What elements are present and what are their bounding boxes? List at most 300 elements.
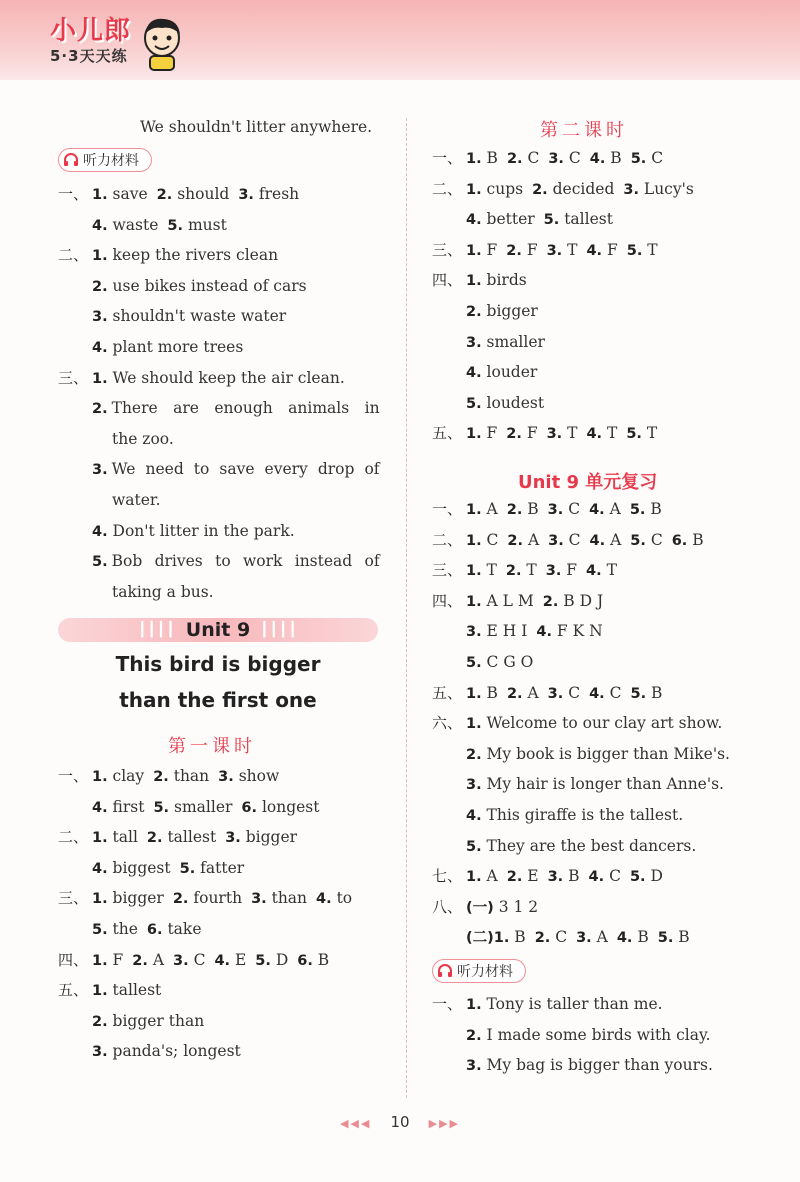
item-number: 2. <box>92 1013 108 1030</box>
item-answer: T <box>642 240 658 259</box>
item-answer: C <box>550 928 568 947</box>
item-answer: My bag is bigger than yours. <box>481 1056 713 1075</box>
item-answer: A <box>604 500 621 518</box>
item-number: 5. <box>255 952 271 969</box>
next-arrows-icon: ▶▶▶ <box>428 1117 461 1130</box>
item-answer: waste <box>107 215 159 234</box>
item-answer: C <box>522 149 540 167</box>
item-number: (一) <box>466 899 494 916</box>
question-index: 二、 <box>432 179 463 198</box>
item-answer: A <box>147 950 165 969</box>
answer-line <box>432 591 603 612</box>
item-number: 4. <box>466 808 482 824</box>
brand-logo <box>50 10 131 66</box>
item-number: 3. <box>576 930 592 947</box>
question-index: 六、 <box>432 714 463 733</box>
item-number: 2. <box>92 278 108 295</box>
item-answer: T <box>481 561 497 580</box>
word: enough <box>214 399 273 418</box>
item-number: 3. <box>225 830 241 847</box>
item-answer: 3 1 2 <box>493 897 539 916</box>
item-answer: A <box>481 500 498 518</box>
item-answer: should <box>172 185 230 203</box>
answer-line <box>58 950 329 971</box>
item-number: 5. <box>543 212 560 229</box>
item-number: 3. <box>92 1044 108 1061</box>
answer-line <box>58 797 320 818</box>
item-number: 2. <box>506 502 523 518</box>
answer-line <box>432 836 696 857</box>
item-number: 4. <box>616 930 633 947</box>
item-answer: C <box>481 530 499 549</box>
item-answer: use bikes instead of cars <box>107 276 307 295</box>
unit-heading-line1: This bird is bigger <box>115 652 321 676</box>
lesson-title: 第二课时 <box>540 120 628 141</box>
answer-line <box>58 1041 241 1062</box>
item-answer: My book is bigger than Mike's. <box>481 744 730 763</box>
answer-line <box>58 888 352 909</box>
item-number: 4. <box>588 869 605 886</box>
item-number: 5. <box>466 395 482 412</box>
item-answer: to <box>331 889 353 908</box>
item-number: 3. <box>466 624 482 641</box>
item-number: 1. <box>466 273 482 290</box>
item-number: 2. <box>506 151 523 167</box>
item-answer: B <box>481 149 498 167</box>
brand-name: 小儿郎 <box>50 16 132 46</box>
item-answer: B <box>522 500 539 518</box>
item-answer: C <box>563 683 581 702</box>
item-answer: tallest <box>559 210 613 229</box>
item-answer: smaller <box>481 332 545 351</box>
word: of <box>364 552 380 571</box>
item-number: 4. <box>589 532 606 549</box>
item-number: (二)1. <box>466 930 510 947</box>
item-answer: first <box>107 797 145 816</box>
item-number: 4. <box>466 365 482 382</box>
question-index: 八、 <box>432 897 463 916</box>
item-number: 2. <box>542 593 559 610</box>
answer-line <box>432 148 663 169</box>
item-answer: C <box>563 500 581 518</box>
item-number: 3. <box>218 769 234 785</box>
item-number: 2. <box>532 181 548 198</box>
answer-line <box>432 744 730 765</box>
badge-label: 听力材料 <box>457 964 513 980</box>
item-answer: longest <box>257 797 320 816</box>
item-number: 4. <box>586 242 603 259</box>
item-answer: A <box>591 928 608 947</box>
item-answer: bigger than <box>107 1011 205 1030</box>
item-number: 4. <box>589 151 606 167</box>
answer-continuation: taking a bus. <box>112 582 214 601</box>
brand-subtitle: 5·3天天练 <box>50 47 128 65</box>
item-answer: T <box>562 240 578 259</box>
item-number: 4. <box>586 426 603 443</box>
item-number: 1. <box>466 242 482 259</box>
answer-line <box>432 621 603 642</box>
item-answer: E <box>230 950 247 969</box>
item-answer: cups <box>481 179 524 198</box>
item-number: 1. <box>466 532 482 549</box>
item-number: 2. <box>156 187 173 203</box>
justified-text <box>112 551 380 571</box>
answer-line <box>432 530 704 551</box>
question-index: 三、 <box>58 889 89 908</box>
item-number: 1. <box>466 181 482 198</box>
item-number: 4. <box>316 891 332 908</box>
item-number: 2. <box>466 304 482 320</box>
item-number: 3. <box>547 685 564 702</box>
unit-label: Unit 9 <box>185 619 251 641</box>
answer-line <box>432 301 538 322</box>
item-number: 3. <box>548 532 564 549</box>
question-index: 三、 <box>432 240 463 259</box>
item-number: 1. <box>92 830 108 847</box>
item-answer: B <box>509 928 526 947</box>
boy-mascot-icon <box>138 14 186 72</box>
item-answer: Don't litter in the park. <box>107 521 295 540</box>
question-index: 五、 <box>432 424 463 443</box>
item-answer: My hair is longer than Anne's. <box>481 775 724 794</box>
word: There <box>111 399 158 418</box>
item-answer: F <box>107 950 124 969</box>
answer-line <box>432 1055 713 1076</box>
item-answer: tallest <box>162 828 217 847</box>
item-number: 5. <box>629 869 646 886</box>
item-number: 4. <box>92 340 108 356</box>
question-index: 四、 <box>432 591 463 610</box>
word: to <box>193 460 210 479</box>
item-number: 2. <box>507 532 524 549</box>
answer-line <box>58 1011 204 1032</box>
item-answer: E H I <box>481 622 528 641</box>
item-answer: C <box>645 530 663 549</box>
answer-line <box>432 423 657 444</box>
question-index: 四、 <box>58 950 89 969</box>
item-answer: D <box>270 950 289 969</box>
item-number: 1. <box>466 716 482 733</box>
item-answer: B <box>481 683 498 702</box>
item-number: 1. <box>466 685 482 702</box>
answer-line <box>432 332 545 353</box>
listening-material-badge <box>58 148 152 172</box>
question-index: 一、 <box>432 995 463 1013</box>
sentence-line: We shouldn't litter anywhere. <box>140 118 373 136</box>
item-answer: loudest <box>481 393 545 412</box>
item-number: 4. <box>214 952 231 969</box>
item-answer: tall <box>107 828 138 847</box>
item-number: 1. <box>466 426 482 443</box>
item-number: 4. <box>466 212 482 229</box>
item-number: 1. <box>92 983 108 1000</box>
answer-line <box>432 994 663 1015</box>
item-number: 1. <box>92 248 108 265</box>
item-number: 2. <box>506 242 522 259</box>
answer-line <box>58 276 307 297</box>
question-index: 一、 <box>58 185 89 203</box>
item-answer: B <box>632 928 649 947</box>
question-index: 二、 <box>58 246 89 265</box>
answer-line <box>58 858 244 879</box>
item-number: 2. <box>466 1027 482 1044</box>
unit-banner <box>58 618 378 642</box>
item-number: 4. <box>589 502 605 518</box>
item-number: 1. <box>466 869 482 886</box>
column-divider <box>406 118 407 1098</box>
headphones-icon <box>437 963 453 979</box>
answer-line <box>58 980 161 1001</box>
item-answer: shouldn't waste water <box>107 307 287 326</box>
item-number: 5. <box>657 930 674 947</box>
word: work <box>243 552 283 571</box>
item-number: 2. <box>132 952 148 969</box>
question-index: 二、 <box>432 530 463 549</box>
item-number: 3. <box>173 952 189 969</box>
item-answer: F <box>521 240 538 259</box>
item-answer: C <box>604 683 622 702</box>
item-answer: bigger <box>240 828 298 847</box>
item-answer: B D J <box>558 591 604 610</box>
question-index: 一、 <box>58 767 89 785</box>
review-title: Unit 9 单元复习 <box>518 472 658 493</box>
headphones-icon <box>63 152 79 168</box>
badge-label: 听力材料 <box>83 153 139 169</box>
answer-line <box>432 927 690 948</box>
item-answer: smaller <box>169 797 233 816</box>
item-answer: biggest <box>107 858 171 877</box>
word: are <box>173 399 199 418</box>
item-number: 4. <box>589 685 605 702</box>
question-index: 二、 <box>58 828 89 847</box>
unit-heading-line2: than the first one <box>119 688 317 712</box>
question-index: 三、 <box>432 561 463 580</box>
item-number: 2. <box>466 746 482 763</box>
answer-line <box>432 866 663 887</box>
item-answer: than <box>168 767 210 785</box>
answer-line <box>432 652 533 673</box>
item-number: 1. <box>466 563 482 580</box>
answer-line <box>58 215 227 236</box>
item-number: 5. <box>92 922 108 938</box>
item-number: 3. <box>545 563 562 580</box>
item-answer: birds <box>481 271 527 290</box>
item-answer: fourth <box>188 889 243 908</box>
item-answer: Welcome to our clay art show. <box>481 714 723 733</box>
question-index: 五、 <box>58 981 89 1000</box>
item-number: 3. <box>546 426 563 443</box>
answer-line <box>432 362 537 383</box>
word: We <box>111 460 136 479</box>
banner-stripes-icon: ┃┃┃┃ <box>138 622 176 638</box>
item-answer: F <box>521 424 538 443</box>
item-number: 3. <box>92 462 108 479</box>
item-number: 5. <box>466 655 482 671</box>
item-number: 2. <box>506 869 523 886</box>
item-answer: save <box>107 185 148 203</box>
item-number: 1. <box>466 502 482 518</box>
item-answer: decided <box>547 179 615 198</box>
answer-line <box>58 306 286 327</box>
item-number: 3. <box>92 309 108 326</box>
item-answer: fatter <box>195 858 245 877</box>
page-number: 10 <box>390 1113 410 1131</box>
item-number: 2. <box>505 563 522 580</box>
answer-line <box>432 897 538 918</box>
item-answer: T <box>641 424 658 443</box>
word: of <box>364 460 380 479</box>
item-answer: D <box>645 867 663 886</box>
item-number: 1. <box>466 997 482 1013</box>
item-number: 6. <box>297 952 313 969</box>
item-number: 6. <box>241 799 258 816</box>
answer-line <box>58 919 202 940</box>
item-number: 5. <box>630 532 646 549</box>
item-number: 6. <box>671 532 688 549</box>
answer-line <box>58 368 345 389</box>
item-answer: C <box>604 867 621 886</box>
item-number: 1. <box>92 952 108 969</box>
item-answer: tallest <box>107 981 162 1000</box>
item-answer: A <box>523 530 540 549</box>
item-number: 5. <box>626 426 642 443</box>
item-number: 5. <box>629 502 646 518</box>
item-number: 4. <box>92 860 108 877</box>
item-answer: B <box>312 950 330 969</box>
item-answer: This giraffe is the tallest. <box>481 806 684 824</box>
question-index: 一、 <box>432 149 463 167</box>
item-number: 2. <box>506 426 522 443</box>
item-answer: C <box>563 149 581 167</box>
item-number: 3. <box>623 181 639 198</box>
item-number: 4. <box>92 799 108 816</box>
answer-line <box>432 179 694 200</box>
item-answer: Tony is taller than me. <box>481 995 663 1013</box>
item-answer: B <box>645 500 662 518</box>
answer-line <box>432 240 658 261</box>
answer-line <box>432 805 683 826</box>
question-index: 三、 <box>58 368 89 387</box>
answer-line <box>432 683 662 704</box>
item-answer: F <box>561 561 578 580</box>
answer-line <box>58 337 243 358</box>
item-number: 5. <box>630 151 647 167</box>
item-number: 3. <box>466 1058 482 1075</box>
item-number: 2. <box>172 891 189 908</box>
item-answer: A L M <box>481 591 534 610</box>
banner-stripes-icon: ┃┃┃┃ <box>260 622 298 638</box>
item-answer: show <box>233 767 280 785</box>
item-answer: Lucy's <box>638 179 694 198</box>
item-answer: plant more trees <box>107 338 244 356</box>
answer-line <box>58 521 384 542</box>
item-number: 1. <box>92 187 108 203</box>
item-answer: B <box>673 928 690 947</box>
answer-line <box>58 398 384 419</box>
lesson-title: 第一课时 <box>168 736 256 757</box>
answer-line <box>58 459 384 480</box>
answer-line <box>58 827 297 848</box>
item-number: 5. <box>167 217 184 234</box>
item-answer: T <box>602 424 618 443</box>
answer-line <box>58 551 384 572</box>
answer-continuation: the zoo. <box>112 429 174 448</box>
word: every <box>264 460 308 479</box>
item-answer: B <box>563 867 580 886</box>
item-number: 2. <box>506 685 523 702</box>
item-number: 5. <box>153 799 170 816</box>
item-answer: B <box>646 683 663 702</box>
item-answer: bigger <box>107 889 164 908</box>
item-number: 5. <box>179 860 196 877</box>
item-answer: clay <box>107 767 145 785</box>
item-answer: keep the rivers clean <box>107 246 279 265</box>
item-answer: T <box>601 561 617 580</box>
item-number: 1. <box>92 769 108 785</box>
item-number: 5. <box>626 242 643 259</box>
item-number: 3. <box>546 242 563 259</box>
answer-line <box>432 499 662 520</box>
item-answer: F <box>481 424 498 443</box>
item-answer: They are the best dancers. <box>481 836 697 855</box>
item-answer: B <box>687 530 704 549</box>
question-index: 七、 <box>432 867 463 886</box>
word: need <box>145 460 184 479</box>
item-answer: C <box>563 530 581 549</box>
item-number: 2. <box>153 769 169 785</box>
question-index: 四、 <box>432 271 463 290</box>
page-footer <box>0 1112 800 1131</box>
question-index: 一、 <box>432 500 463 518</box>
answer-line <box>58 184 299 205</box>
item-answer: F <box>481 240 498 259</box>
question-index: 五、 <box>432 683 463 702</box>
item-answer: than <box>266 889 308 908</box>
item-answer: louder <box>481 363 538 382</box>
item-answer: take <box>162 920 202 938</box>
item-answer: C G O <box>481 653 534 671</box>
item-number: 2. <box>534 930 551 947</box>
justified-text <box>112 398 380 418</box>
prev-arrows-icon: ◀◀◀ <box>339 1117 372 1130</box>
item-answer: must <box>183 215 227 234</box>
answer-line <box>432 1025 711 1046</box>
item-answer: panda's; longest <box>107 1042 241 1061</box>
answer-line <box>432 774 724 795</box>
word: to <box>215 552 231 571</box>
item-answer: fresh <box>253 185 300 203</box>
item-answer: C <box>646 149 664 167</box>
item-number: 5. <box>466 838 482 855</box>
item-answer: A <box>522 683 539 702</box>
item-number: 1. <box>92 370 108 387</box>
item-number: 1. <box>92 891 108 908</box>
word: animals <box>288 399 350 418</box>
item-number: 3. <box>547 502 564 518</box>
answer-line <box>58 245 278 266</box>
item-answer: I made some birds with clay. <box>481 1025 711 1044</box>
item-number: 3. <box>251 891 267 908</box>
item-number: 5. <box>92 554 108 571</box>
item-answer: the <box>107 920 138 938</box>
item-number: 3. <box>548 151 564 167</box>
answer-line <box>432 713 722 734</box>
item-answer: better <box>481 210 535 229</box>
answer-line <box>432 560 617 581</box>
item-number: 4. <box>92 523 108 540</box>
item-answer: T <box>562 424 578 443</box>
item-number: 4. <box>586 563 602 580</box>
